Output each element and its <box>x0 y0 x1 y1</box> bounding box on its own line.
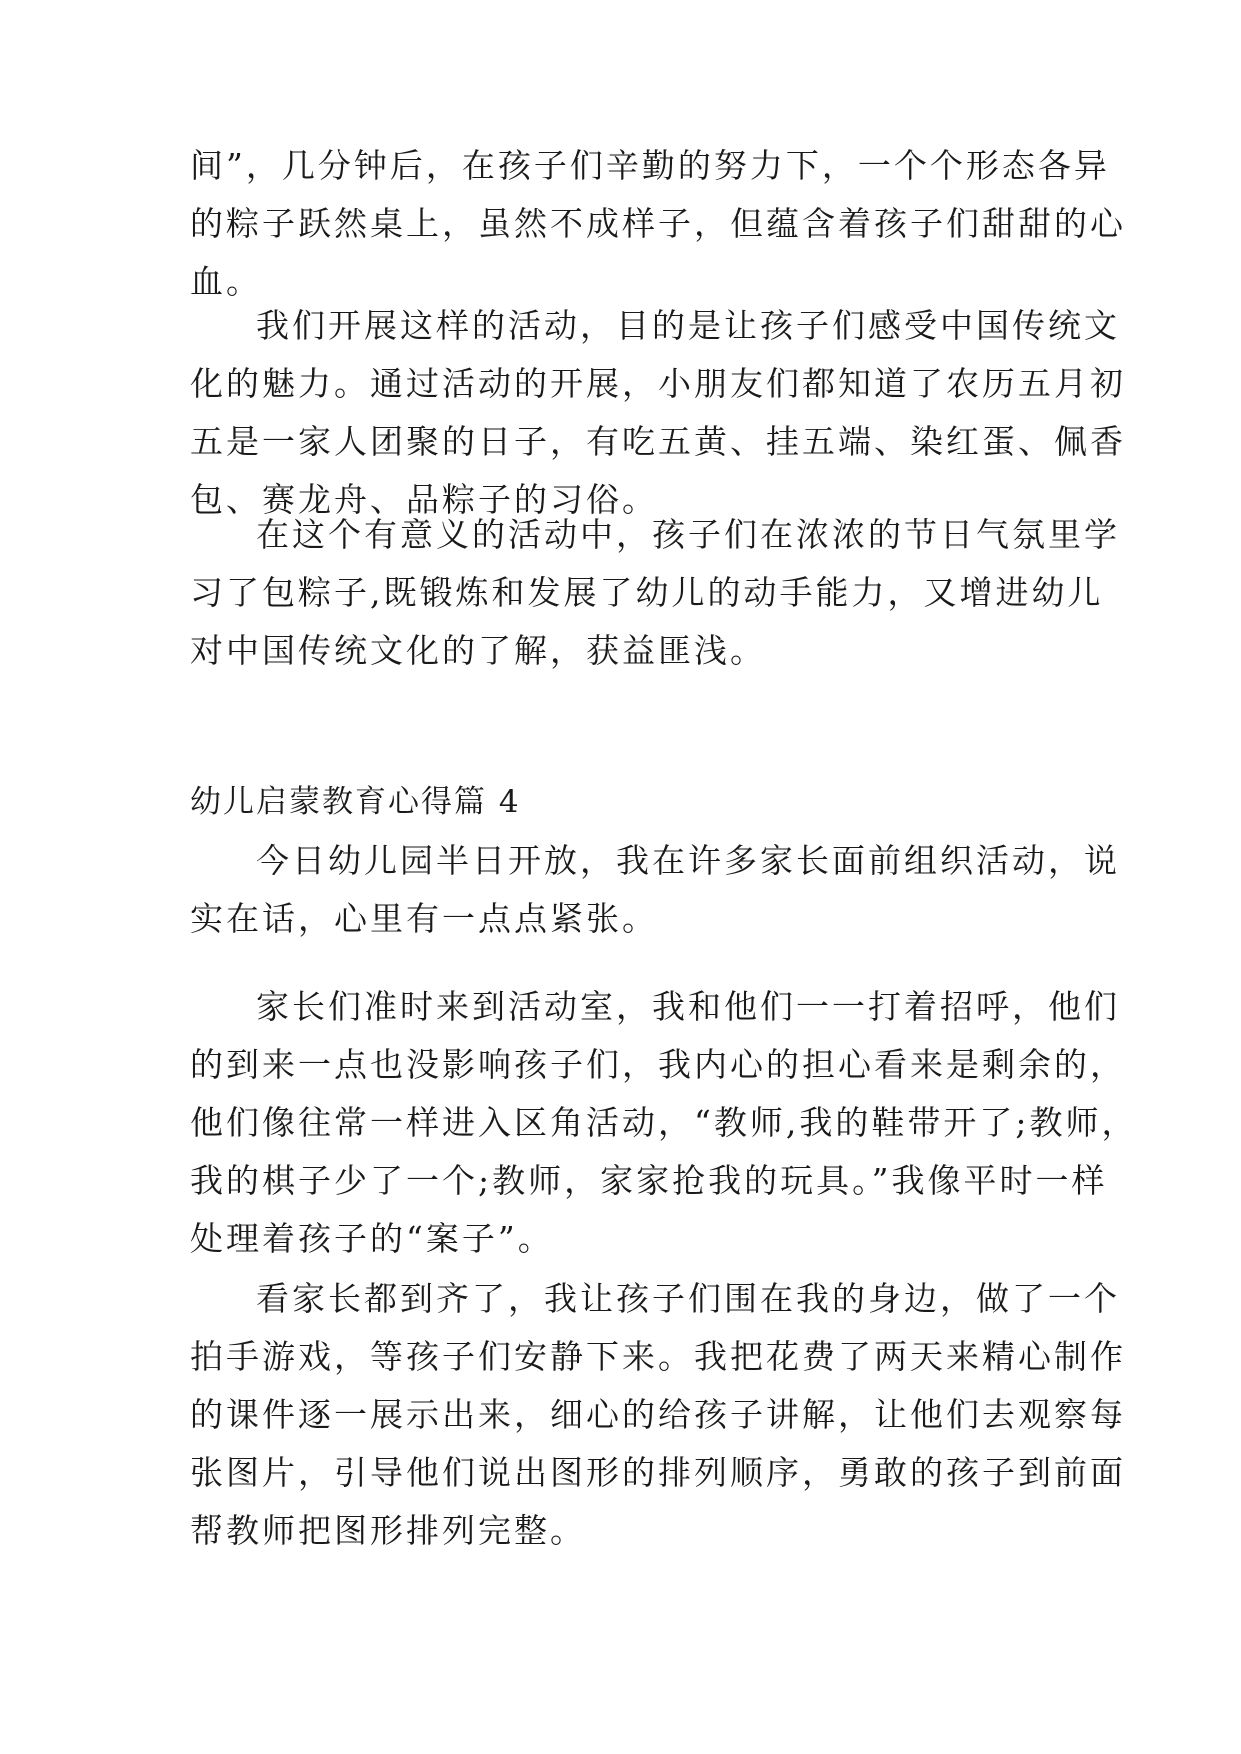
paragraph-1 <box>190 137 1126 311</box>
text-line: 包、赛龙舟、品粽子的习俗。 <box>190 480 658 519</box>
paragraph-4 <box>190 832 1120 948</box>
text-line: 他们像往常一样进入区角活动，“教师,我的鞋带开了;教师， <box>190 1103 1138 1142</box>
text-line: 在这个有意义的活动中，孩子们在浓浓的节日气氛里学 <box>256 515 1120 554</box>
section-title: 幼儿启蒙教育心得篇 4 <box>190 784 521 820</box>
text-line: 习了包粽子,既锻炼和发展了幼儿的动手能力，又增进幼儿 <box>190 573 1104 612</box>
text-line: 血。 <box>190 262 262 301</box>
paragraph-2 <box>190 297 1126 529</box>
text-line: 帮教师把图形排列完整。 <box>190 1511 586 1550</box>
paragraph-5 <box>190 978 1138 1268</box>
text-line: 间”，几分钟后，在孩子们辛勤的努力下，一个个形态各异 <box>190 146 1110 185</box>
text-line: 家长们准时来到活动室，我和他们一一打着招呼，他们 <box>256 987 1120 1026</box>
paragraph-3 <box>190 506 1120 680</box>
text-line: 实在话，心里有一点点紧张。 <box>190 899 658 938</box>
text-line: 今日幼儿园半日开放，我在许多家长面前组织活动，说 <box>256 841 1120 880</box>
paragraph-6 <box>190 1270 1126 1560</box>
text-line: 处理着孩子的“案子”。 <box>190 1219 554 1258</box>
text-line: 的粽子跃然桌上，虽然不成样子，但蕴含着孩子们甜甜的心 <box>190 204 1126 243</box>
text-line: 对中国传统文化的了解，获益匪浅。 <box>190 631 766 670</box>
text-line: 看家长都到齐了，我让孩子们围在我的身边，做了一个 <box>256 1279 1120 1318</box>
text-line: 拍手游戏，等孩子们安静下来。我把花费了两天来精心制作 <box>190 1337 1126 1376</box>
text-line: 张图片，引导他们说出图形的排列顺序，勇敢的孩子到前面 <box>190 1453 1126 1492</box>
text-line: 的课件逐一展示出来，细心的给孩子讲解，让他们去观察每 <box>190 1395 1126 1434</box>
text-line: 我的棋子少了一个;教师，家家抢我的玩具。”我像平时一样 <box>190 1161 1108 1200</box>
text-line: 化的魅力。通过活动的开展，小朋友们都知道了农历五月初 <box>190 364 1126 403</box>
text-line: 的到来一点也没影响孩子们，我内心的担心看来是剩余的， <box>190 1045 1126 1084</box>
text-line: 我们开展这样的活动，目的是让孩子们感受中国传统文 <box>256 306 1120 345</box>
text-line: 五是一家人团聚的日子，有吃五黄、挂五端、染红蛋、佩香 <box>190 422 1126 461</box>
